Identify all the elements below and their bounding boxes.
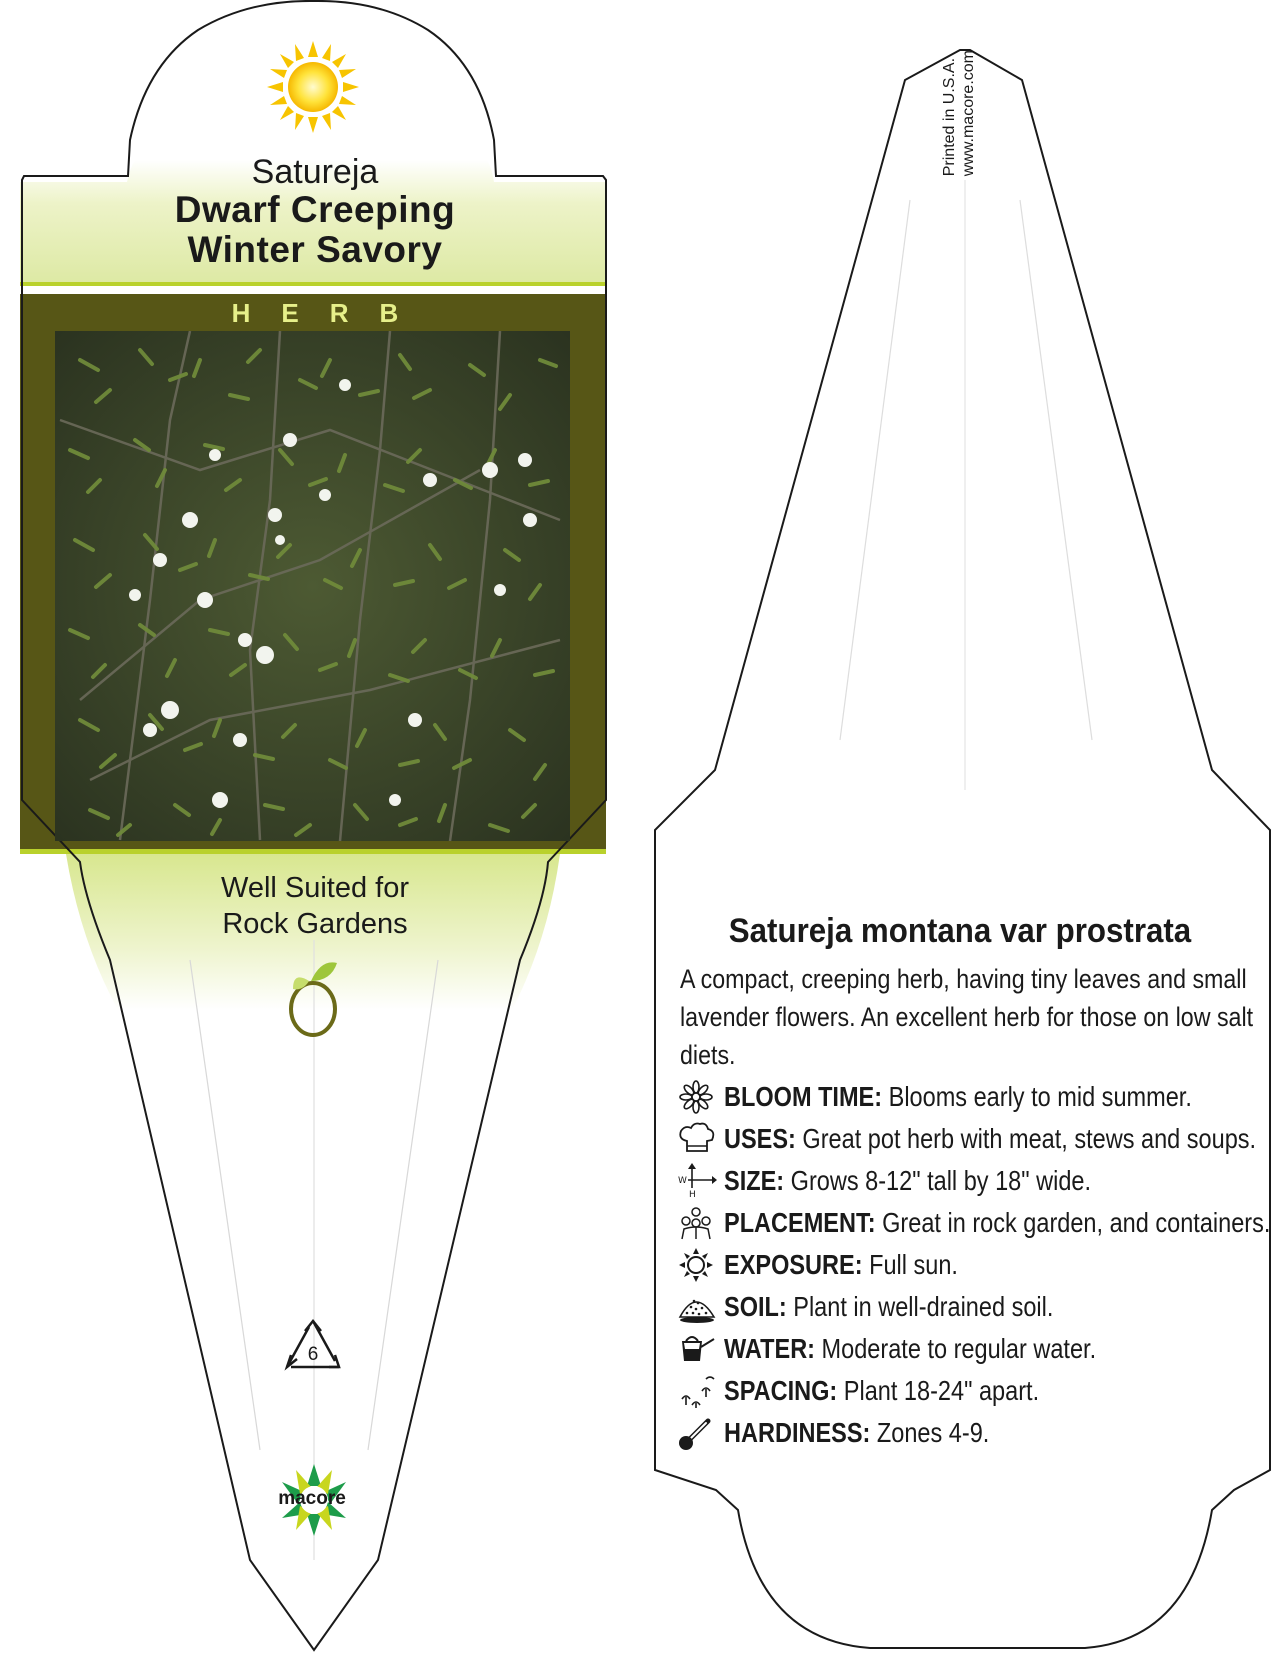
attribute-list (676, 1076, 1277, 1454)
attr-value: Full sun. (862, 1249, 958, 1280)
attr-label: EXPOSURE: (724, 1249, 863, 1280)
attr-label: BLOOM TIME: (724, 1081, 883, 1112)
attr-value: Great pot herb with meat, stews and soups. (795, 1123, 1257, 1154)
printed-in-text (940, 50, 978, 176)
chef-hat-icon (676, 1121, 718, 1157)
attr-exposure (676, 1244, 1277, 1286)
placement-icon (676, 1205, 718, 1241)
soil-icon (676, 1289, 718, 1325)
svg-text:H: H (689, 1190, 696, 1199)
spacing-icon (676, 1373, 718, 1409)
attr-water (676, 1328, 1277, 1370)
attr-label: USES: (724, 1123, 796, 1154)
attr-placement (676, 1202, 1277, 1244)
svg-text:W: W (678, 1176, 687, 1186)
attr-soil (676, 1286, 1277, 1328)
botanical-name: Satureja montana var prostrata (728, 912, 1192, 950)
feature-line-1: Well Suited for (220, 872, 410, 904)
attr-value: Zones 4-9. (870, 1417, 990, 1448)
attr-value: Moderate to regular water. (815, 1333, 1097, 1364)
printed-line-2: www.macore.com (960, 50, 977, 177)
attr-value: Blooms early to mid summer. (882, 1081, 1192, 1112)
attr-value: Plant in well-drained soil. (786, 1291, 1054, 1322)
thermometer-icon (676, 1415, 718, 1451)
attr-bloom-time (676, 1076, 1277, 1118)
brand-name: macore (278, 1488, 346, 1509)
attr-spacing (676, 1370, 1277, 1412)
attr-value: Plant 18-24" apart. (837, 1375, 1040, 1406)
size-icon (676, 1163, 718, 1199)
category-label: HERB (231, 298, 430, 328)
attr-label: WATER: (724, 1333, 816, 1364)
common-name-line-2: Winter Savory (187, 229, 443, 270)
plant-genus: Satureja (251, 153, 379, 191)
attr-value: Grows 8-12" tall by 18" wide. (784, 1165, 1092, 1196)
common-name-line-1: Dwarf Creeping (174, 189, 456, 230)
attr-label: SPACING: (724, 1375, 838, 1406)
sun-outline-icon (676, 1247, 718, 1283)
attr-size (676, 1160, 1277, 1202)
printed-line-1: Printed in U.S.A. (941, 57, 958, 177)
flower-icon (676, 1079, 718, 1115)
attr-uses (676, 1118, 1277, 1160)
attr-label: SIZE: (724, 1165, 785, 1196)
watering-can-icon (676, 1331, 718, 1367)
feature-line-2: Rock Gardens (222, 908, 408, 940)
recycle-number: 6 (307, 1344, 319, 1365)
attr-label: HARDINESS: (724, 1417, 871, 1448)
plant-description: A compact, creeping herb, having tiny leaves and small lavender flowers. An excellent herb for those on low salt diets. (680, 964, 1254, 1070)
attr-hardiness (676, 1412, 1277, 1454)
attr-value: Great in rock garden, and containers. (875, 1207, 1271, 1238)
attr-label: SOIL: (724, 1291, 787, 1322)
attr-label: PLACEMENT: (724, 1207, 876, 1238)
